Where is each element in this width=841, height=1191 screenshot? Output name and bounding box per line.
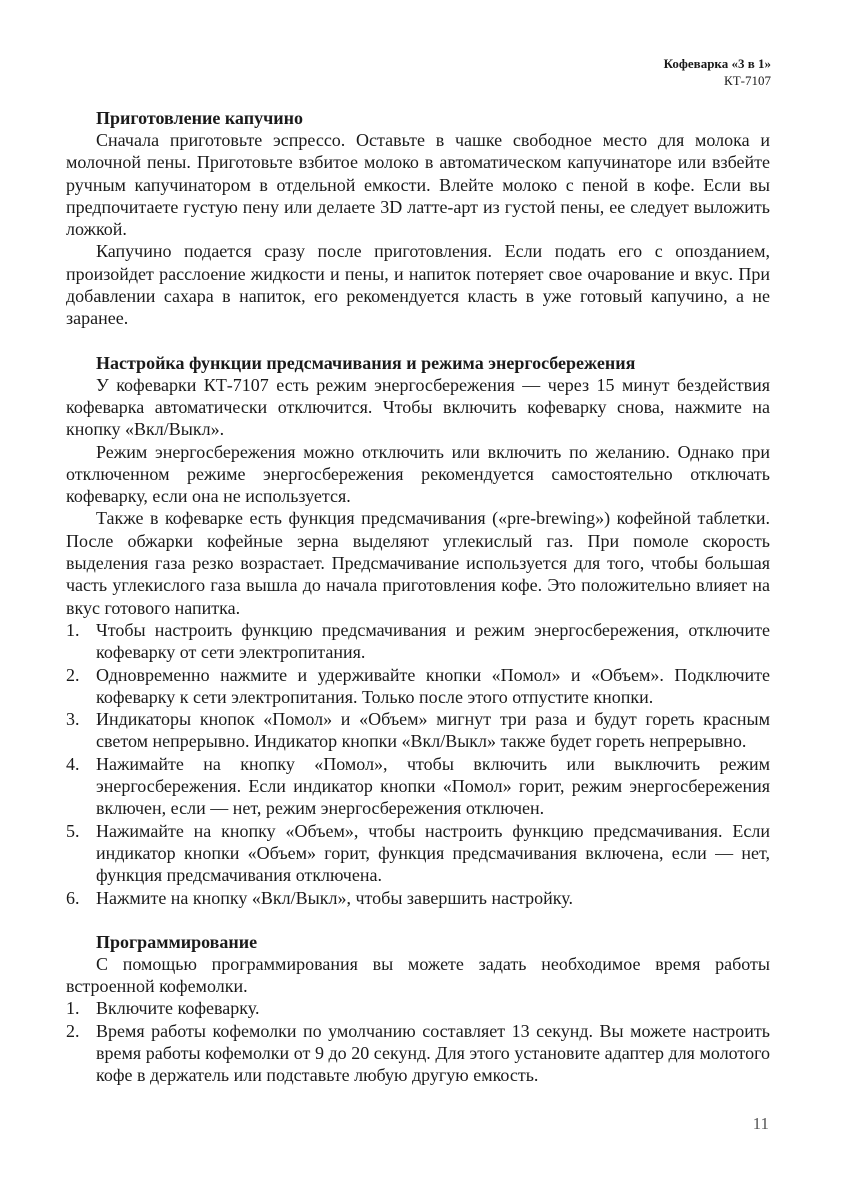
paragraph: Также в кофеварке есть функция предсмачивания («pre-brewing») кофейной таблетки. После обжарки кофейные зерна выделяют углекислый газ. При помоле скорость выделения газа резко возрастает. Предсмачивание используется для того, чтобы большая часть углекислого газа вышла до начала приготовления кофе. Это положительно влияет на вкус готового напитка. — [66, 508, 770, 618]
steps-list — [66, 619, 770, 909]
section-prebrewing-settings — [66, 352, 770, 909]
step-number: 6. — [66, 887, 80, 908]
list-item — [66, 820, 770, 887]
step-text: Время работы кофемолки по умолчанию составляет 13 секунд. Вы можете настроить время работы кофемолки от 9 до 20 секунд. Для этого установите адаптер для молотого кофе в держатель или подставьте любую другую емкость. — [96, 1020, 770, 1086]
paragraph: Капучино подается сразу после приготовления. Если подать его с опозданием, произойдет расслоение жидкости и пены, и напиток потеряет свое очарование и вкус. При добавлении сахара в напиток, его рекомендуется класть в уже готовый капучино, а не заранее. — [66, 241, 770, 329]
paragraph: С помощью программирования вы можете задать необходимое время работы встроенной кофемолки. — [66, 953, 770, 997]
paragraph: Сначала приготовьте эспрессо. Оставьте в чашке свободное место для молока и молочной пены. Приготовьте взбитое молоко в автоматическом капучинаторе или взбейте ручным капучинатором в отдельной емкости. Влейте молоко с пеной в кофе. Если вы предпочитаете густую пену или делаете 3D латте-арт из густой пены, ее следует выложить ложкой. — [66, 130, 770, 240]
step-text: Включите кофеварку. — [96, 998, 260, 1019]
step-text: Нажимайте на кнопку «Помол», чтобы включить или выключить режим энергосбережения. Если индикатор кнопки «Помол» горит, режим энергосбережения включен, если — нет, режим энергосбережения отключен. — [96, 753, 770, 819]
step-text: Индикаторы кнопок «Помол» и «Объем» мигнут три раза и будут гореть красным светом непрерывно. Индикатор кнопки «Вкл/Выкл» также будет гореть непрерывно. — [96, 709, 770, 752]
step-number: 3. — [66, 709, 80, 730]
header-model: КТ-7107 — [724, 73, 771, 88]
steps-list — [66, 997, 770, 1086]
header-title: Кофеварка «3 в 1» — [663, 56, 771, 71]
section-heading: Приготовление капучино — [96, 108, 303, 128]
step-number: 2. — [66, 1020, 80, 1041]
running-header — [664, 55, 771, 89]
list-item — [66, 887, 770, 909]
step-number: 1. — [66, 998, 80, 1019]
step-text: Нажимайте на кнопку «Объем», чтобы настроить функцию предсмачивания. Если индикатор кнопки «Объем» горит, функция предсмачивания включена, если — нет, функция предсмачивания отключена. — [96, 820, 770, 886]
section-heading: Настройка функции предсмачивания и режима энергосбережения — [96, 352, 636, 373]
list-item — [66, 619, 770, 664]
section-programming — [66, 931, 770, 1087]
step-number: 5. — [66, 820, 80, 841]
section-cappuccino — [66, 107, 770, 330]
step-text: Нажмите на кнопку «Вкл/Выкл», чтобы завершить настройку. — [96, 887, 573, 908]
step-text: Чтобы настроить функцию предсмачивания и режим энергосбережения, отключите кофеварку от сети электропитания. — [96, 619, 770, 663]
list-item — [66, 1020, 770, 1087]
section-heading: Программирование — [96, 931, 258, 952]
paragraph: Режим энергосбережения можно отключить или включить по желанию. Однако при отключенном режиме энергосбережения рекомендуется самостоятельно отключать кофеварку, если она не используется. — [66, 441, 770, 507]
list-item — [66, 753, 770, 820]
step-text: Одновременно нажмите и удерживайте кнопки «Помол» и «Объем». Подключите кофеварку к сети электропитания. Только после этого отпустите кнопки. — [96, 664, 770, 707]
list-item — [66, 997, 770, 1019]
page-content — [66, 107, 770, 1109]
paragraph: У кофеварки КТ-7107 есть режим энергосбережения — через 15 минут бездействия кофеварка автоматически отключится. Чтобы включить кофеварку снова, нажмите на кнопку «Вкл/Выкл». — [66, 374, 770, 440]
page-number: 11 — [752, 1114, 769, 1133]
list-item — [66, 664, 770, 709]
step-number: 1. — [66, 619, 80, 640]
step-number: 2. — [66, 664, 80, 685]
step-number: 4. — [66, 753, 80, 774]
list-item — [66, 708, 770, 753]
